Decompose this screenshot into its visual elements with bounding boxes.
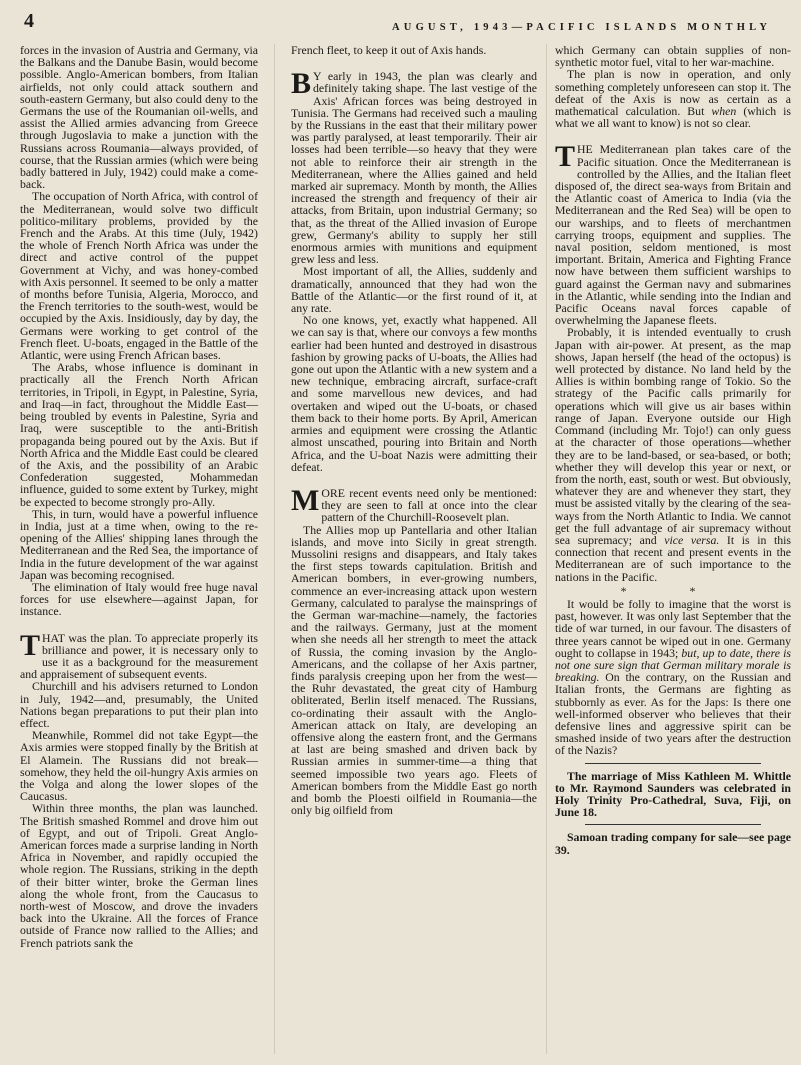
paragraph: which Germany can obtain supplies of non-synthetic motor fuel, vital to her war-machine. — [555, 43, 791, 70]
column-divider — [546, 44, 547, 1054]
paragraph-text: On the contrary, on the Russian and Italian fronts, the Germans are fighting as stubbornly as ever. As for the Japs: Is there one well-informed observer who believes that their defensive lines and aggressive spirit can be smashed inside of two years after the destruction of the Nazis? — [555, 670, 791, 758]
drop-cap: M — [291, 483, 320, 517]
marriage-notice: The marriage of Miss Kathleen M. Whittle to Mr. Raymond Saunders was celebrated in Holy Trinity Pro-Cathedral, Suva, Fiji, on June 18. — [555, 768, 791, 820]
emphasis: vice versa. — [664, 532, 720, 547]
paragraph-with-dropcap — [291, 483, 537, 525]
paragraph-text: HE Mediterranean plan takes care of the Pacific situation. Once the Mediterranean is controlled by the Allies, and the Italian fleet disposed of, the direct sea-ways from Britain and the Atlantic coast of America to India (via the Mediterranean and the Red Sea) will be open to our warships, and to fleets of merchantmen carrying troops, equipment and supplies. The naval position, seldom mentioned, is most important. Britain, America and Fighting France now have between them sufficient warships to guard against the German navy and submarines in the Atlantic, while sending into the Indian and Pacific Oceans naval forces capable of overwhelming the Japanese fleets. — [555, 142, 791, 328]
emphasis: when — [711, 104, 737, 119]
article-column-1 — [20, 44, 258, 949]
paragraph: forces in the invasion of Austria and Germany, via the Balkans and the Danube Basin, would become possible. Anglo-American bombers, from Italian airfields, not only could attack southern and south-eastern Germany, but also could deny to the Germans the use of the Roumanian oil-wells, and assist the Allied armies advancing from Greece through Jugoslavia to make a junction with the Russians across Roumania—always provided, of course, that the Russian armies (which were being badly battered in July, 1942) could make a come-back. — [20, 43, 258, 192]
paragraph: Churchill and his advisers returned to London in July, 1942—and, presumably, the United Nations began preparations to put their plan into effect. — [20, 679, 258, 730]
article-column-2 — [291, 44, 537, 816]
paragraph: The Arabs, whose influence is dominant in practically all the French North African territories, in Tripoli, in Egypt, in Palestine, Syria, and Iraq—in fact, throughout the Middle East—being troubled by events in Palestine, Syria and Iraq, were susceptible to the anti-British propaganda being poured out by the Axis. But if North Africa and the Middle East could be cleared of the Axis, and the possibility of an Arabic Confederation suggested, Mohammedan influence, guided to some extent by Turkey, might be expected to become strongly pro-Ally. — [20, 360, 258, 509]
paragraph-text: ORE recent events need only be mentioned: they are seen to fall at once into the clear pattern of the Churchill-Roosevelt plan. — [321, 485, 537, 525]
drop-cap: T — [555, 140, 576, 174]
paragraph: Meanwhile, Rommel did not take Egypt—the Axis armies were stopped finally by the British at El Alamein. The Russians did not break—somehow, they held the oil-hungry Axis armies on the Volga and along the lower slopes of the Caucasus. — [20, 728, 258, 804]
drop-cap: B — [291, 67, 312, 101]
paragraph: The occupation of North Africa, with control of the Mediterranean, would solve two difficult politico-military problems, provided by the French and the Arabs. At this time (July, 1942) the whole of French North Africa was under the direct and active control of the puppet Government at Vichy, and was honey-combed with Axis personnel. It seemed to be only a matter of months before Tunisia, Algeria, Morocco, and the French territories to the south-west, would be occupied by the Axis. Insidiously, day by day, the Germans were working to get control of the French fleet. U-boats, engaged in the Battle of the Atlantic, were using French African bases. — [20, 189, 258, 363]
section-break-marker: * * — [620, 583, 726, 598]
divider — [585, 763, 761, 764]
paragraph: Within three months, the plan was launched. The British smashed Rommel and drove him out of Egypt, and out of Tripoli. Great Anglo-American forces made a surprise landing in North Africa in November, and rapidly occupied the whole region. The Russians, striking in the depth of their bitter winter, broke the German lines along the whole front, from the Caucasus to north-west of Moscow, and drove the invaders back into the Ukraine. All the forces of France outside of France now rallied to the Allies; and French patriots sank the — [20, 801, 258, 950]
column-divider — [274, 44, 275, 1054]
emphasis: but, up to date, there is not one sure sign that German military morale is breaking. — [555, 645, 791, 685]
paragraph: The elimination of Italy would free huge naval forces for use elsewhere—against Japan, for instance. — [20, 579, 258, 619]
paragraph-with-dropcap — [291, 67, 537, 267]
paragraph: Most important of all, the Allies, suddenly and dramatically, announced that they had won the Battle of the Atlantic—or the first round of it, at any rate. — [291, 264, 537, 316]
paragraph-text: It is in this connection that recent and present events in the Mediterranean are of such importance to the nations in the Pacific. — [555, 532, 792, 584]
paragraph — [555, 68, 791, 129]
paragraph-with-dropcap — [20, 628, 258, 682]
paragraph-with-dropcap — [555, 140, 791, 328]
drop-cap: T — [20, 628, 41, 662]
page-number: 4 — [24, 10, 34, 32]
paragraph-text: Probably, it is intended eventually to crush Japan with air-power. At present, as the map shows, Japan herself (the head of the octopus) is well protected by distance. No land held by the Allies is within bombing range of Tokio. So the strategy of the Pacific calls primarily for operations which will give us air bases within range of Japan. Everyone outside our High Command (including Mr. Tojo!) can only guess at the character of those operations—whether they are to be land-based, or sea-based, or both; whether they will develop this year or next, or from the north, east, south or west. But obviously, whatever they are and whenever they start, they must be assisted vitally by the clearing of the sea-ways from the North Atlantic to India. We cannot get the full advantage of air supremacy without sea supremacy; and — [555, 325, 791, 547]
paragraph — [555, 326, 791, 582]
paragraph-text: Y early in 1943, the plan was clearly and definitely taking shape. The last vestige of the Axis' African forces was being destroyed in Tunisia. The Germans had received such a mauling by the Russians in the east that their military power was partly paralysed, at least temporarily. Their air losses had been terrible—so heavy that they were not able to reinforce their air strength in the Mediterranean, where the Allies gained and held marked air supremacy. Month by month, the Allies increased the strength and frequency of their air attacks, from Britain, upon industrial Germany; so that, as the threat of the Allied invasion of Europe grew, Germany's ability to supply her still enormous armies with munitions and equipment grew less and less. — [291, 69, 537, 267]
paragraph-text: (which is what we all want to know) is not so clear. — [555, 104, 791, 131]
sale-notice: Samoan trading company for sale—see page 39. — [555, 830, 791, 857]
paragraph: This, in turn, would have a powerful influence in India, just at a time when, owing to the re-opening of the Allies' shipping lanes through the Mediterranean and the Red Sea, the importance of India in the future development of the war against Japan was becoming recognised. — [20, 506, 258, 582]
paragraph-text: It would be folly to imagine that the worst is past, however. It was only last September that the tide of war turned, in our favour. The disasters of three years cannot be wiped out in one. Germany ought to collapse in 1943; — [555, 596, 791, 660]
divider — [585, 824, 761, 825]
paragraph-text: HAT was the plan. To appreciate properly its brilliance and power, it is necessary only to use it as a background for the measurement and appraisement of subsequent events. — [20, 630, 258, 682]
article-column-3 — [555, 44, 791, 856]
paragraph: French fleet, to keep it out of Axis hands. — [291, 43, 487, 57]
paragraph: The Allies mop up Pantellaria and other Italian islands, and move into Sicily in great strength. Mussolini resigns and disappears, and Italy takes the first steps towards capitulation. British and American bombers, in ever-growing numbers, commence an ever-increasing attack upon western Germany, calculated to paralyse the mainsprings of the German war-machine—namely, the factories and the railways. Germany, just at the moment when she needs all her strength to meet the attack of Russia, the coming invasion by the Anglo-Americans, and the collapse of her Axis partner, finds paralysis creeping upon her from the west—the Ruhr devastated, the great city of Hamburg obliterated, Berlin itself menaced. The Russians, co-ordinating their assault with the Anglo-American attack on Italy, are developing an offensive along the eastern front, and the Germans at last are being smashed and driven back by Russian armies in summer-time—a thing that seemed impossible two years ago. Fleets of American bombers from the Middle East go north and bomb the Ploesti oilfield in Roumania—the only big oilfield from — [291, 522, 537, 818]
paragraph — [555, 598, 791, 757]
paragraph: No one knows, yet, exactly what happened. All we can say is that, where our convoys a few months earlier had been hunted and destroyed in disastrous fashion by growing packs of U-boats, the Allies had gone out upon the Atlantic with a new system and a new technique, embracing aircraft, surface-craft and some marvellous new devices, and had overtaken and wiped out the U-boats, or chased them back to their home ports. By April, American armies and equipment were crossing the Atlantic almost unscathed, pouring into Britain and North Africa, and the U-boat Nazis were admitting their defeat. — [291, 313, 537, 474]
paragraph-text: The plan is now in operation, and only something completely unforeseen can stop it. The defeat of the Axis is now as certain as a mathematical calculation. But — [555, 67, 791, 119]
running-head: AUGUST, 1943—PACIFIC ISLANDS MONTHLY — [392, 22, 772, 33]
